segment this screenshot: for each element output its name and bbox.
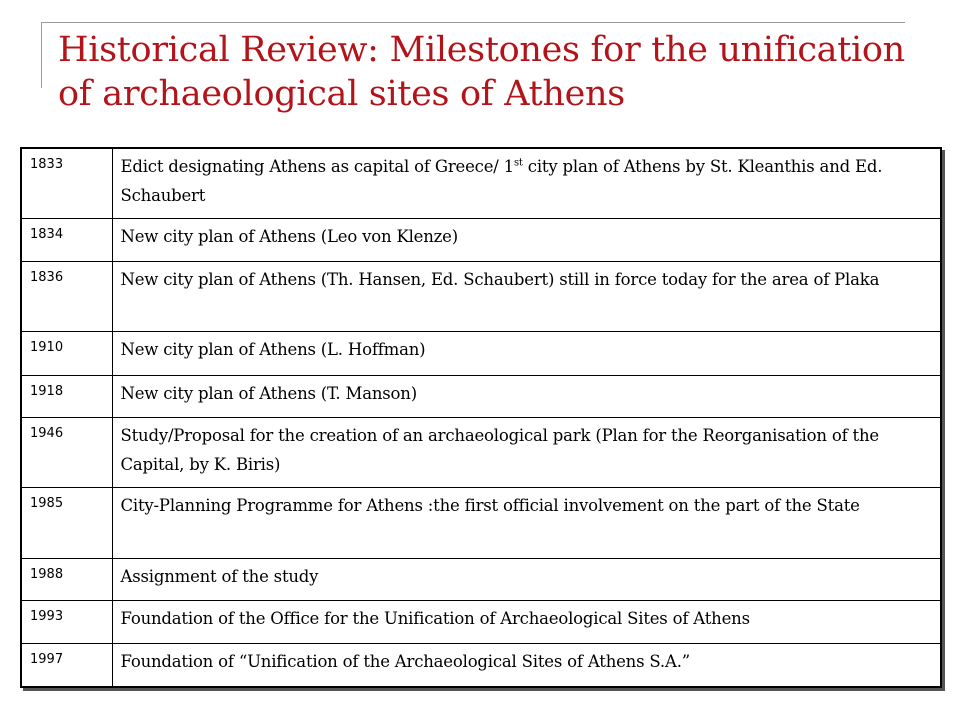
event-text-part: city plan of Athens by St. Kleanthis and Ed. Schaubert — [120, 157, 883, 205]
table-row — [22, 600, 940, 643]
year-cell: 1910 — [22, 331, 112, 375]
year-cell: 1836 — [22, 261, 112, 331]
event-cell: New city plan of Athens (Th. Hansen, Ed. Schaubert) still in force today for the area of Plaka — [112, 261, 940, 331]
event-cell: City-Planning Programme for Athens :the first official involvement on the part of the State — [112, 487, 940, 558]
year-cell: 1993 — [22, 600, 112, 643]
event-cell: New city plan of Athens (L. Hoffman) — [112, 331, 940, 375]
milestones-table — [22, 149, 940, 686]
ordinal-suffix: st — [513, 157, 523, 169]
table-row — [22, 558, 940, 600]
slide-title: Historical Review: Milestones for the unification of archaeological sites of Athens — [58, 30, 905, 114]
table-row — [22, 643, 940, 686]
event-cell: New city plan of Athens (T. Manson) — [112, 375, 940, 417]
event-cell: Assignment of the study — [112, 558, 940, 600]
milestones-table-frame — [20, 147, 942, 688]
table-row — [22, 487, 940, 558]
event-cell: New city plan of Athens (Leo von Klenze) — [112, 218, 940, 261]
year-cell: 1918 — [22, 375, 112, 417]
title-frame-top-line — [41, 22, 905, 23]
year-cell: 1946 — [22, 417, 112, 487]
table-row — [22, 375, 940, 417]
title-frame-left-line — [41, 22, 42, 88]
table-row — [22, 261, 940, 331]
event-cell: Foundation of “Unification of the Archaeological Sites of Athens S.A.” — [112, 643, 940, 686]
table-row — [22, 331, 940, 375]
event-cell: Foundation of the Office for the Unification of Archaeological Sites of Athens — [112, 600, 940, 643]
event-text-part: Edict designating Athens as capital of Greece/ 1 — [120, 157, 514, 176]
year-cell: 1997 — [22, 643, 112, 686]
year-cell: 1834 — [22, 218, 112, 261]
table-row — [22, 149, 940, 218]
event-cell: Study/Proposal for the creation of an archaeological park (Plan for the Reorganisation of the Capital, by K. Biris) — [112, 417, 940, 487]
table-row — [22, 417, 940, 487]
year-cell: 1985 — [22, 487, 112, 558]
table-row — [22, 218, 940, 261]
year-cell: 1833 — [22, 149, 112, 218]
event-cell — [112, 149, 940, 218]
year-cell: 1988 — [22, 558, 112, 600]
